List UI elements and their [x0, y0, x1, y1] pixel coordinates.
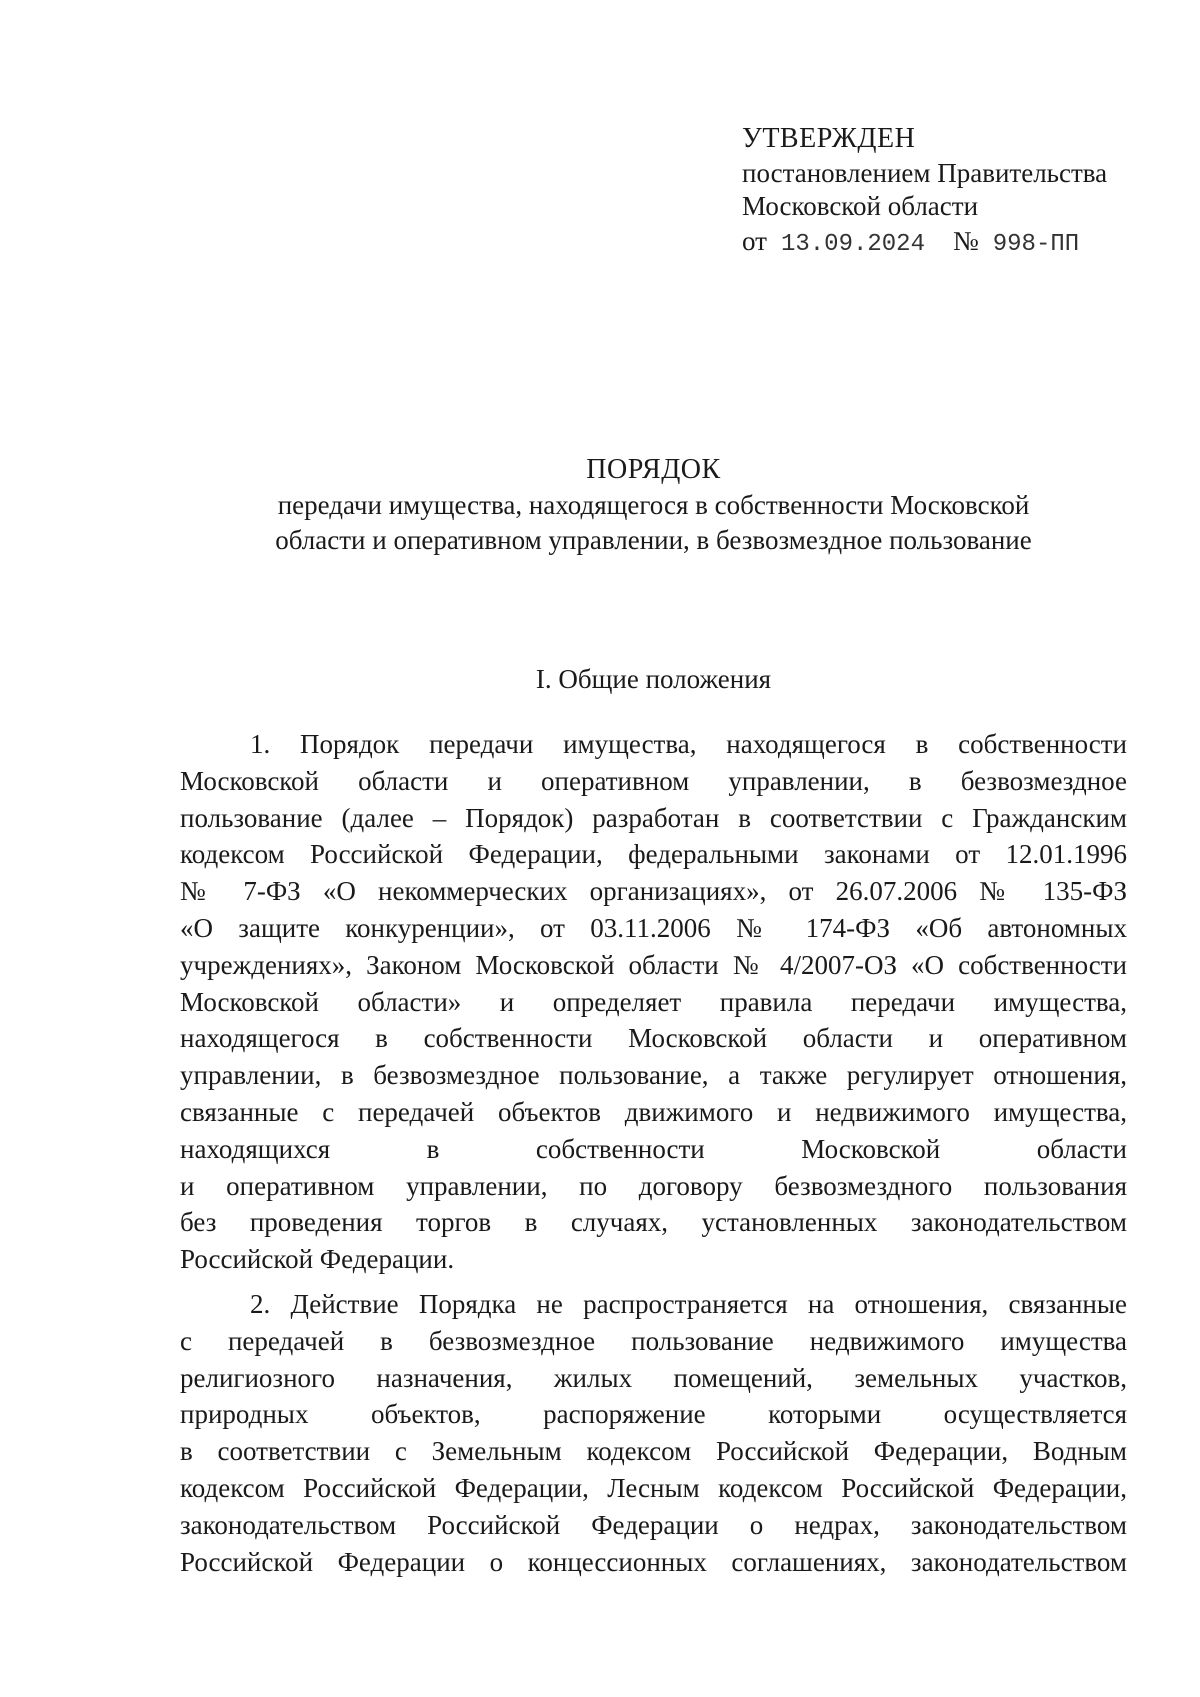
paragraph-line: в соответствии с Земельным кодексом Российской Федерации, Водным [180, 1436, 1127, 1467]
number-prefix: № [952, 226, 979, 256]
approval-title: УТВЕРЖДЕН [742, 123, 916, 154]
paragraph-2 [180, 1286, 1127, 1580]
paragraph-line: пользование (далее – Порядок) разработан в соответствии с Гражданским [180, 802, 1127, 833]
document-subtitle-line-1: передачи имущества, находящегося в собственности Московской [277, 490, 1030, 520]
paragraph-line: законодательством Российской Федерации о недрах, законодательством [180, 1509, 1127, 1540]
paragraph-line: и оперативном управлении, по договору безвозмездного пользования [180, 1170, 1127, 1201]
paragraph-line: кодексом Российской Федерации, федеральными законами от 12.01.1996 [180, 839, 1127, 870]
paragraph-line: № 7-ФЗ «О некоммерческих организациях», от 26.07.2006 № 135-ФЗ [180, 876, 1127, 907]
approval-date-number [742, 225, 1172, 261]
paragraph-line: связанные с передачей объектов движимого и недвижимого имущества, [180, 1096, 1127, 1127]
approval-line-1: постановлением Правительства [742, 158, 1108, 188]
paragraph-line: находящегося в собственности Московской области и оперативном [180, 1023, 1127, 1054]
paragraph-line: учреждениях», Законом Московской области № 4/2007-ОЗ «О собственности [180, 949, 1127, 980]
approval-line-2: Московской области [742, 191, 979, 221]
paragraph-line: 2. Действие Порядка не распространяется на отношения, связанные [250, 1288, 1127, 1319]
paragraph-line: «О защите конкуренции», от 03.11.2006 № 174-ФЗ «Об автономных [180, 912, 1127, 943]
paragraph-line: находящихся в собственности Московской области [180, 1133, 1127, 1164]
document-body [180, 726, 1127, 1588]
paragraph-line: с передачей в безвозмездное пользование недвижимого имущества [180, 1325, 1127, 1356]
paragraph-line: управлении, в безвозмездное пользование, а также регулирует отношения, [180, 1060, 1127, 1091]
approval-date: 13.09.2024 [780, 231, 925, 258]
paragraph-line: Московской области и оперативном управлении, в безвозмездное [180, 765, 1127, 796]
paragraph-line: Российской Федерации о концессионных соглашениях, законодательством [180, 1546, 1127, 1577]
document-subtitle-line-2: области и оперативном управлении, в безвозмездное пользование [275, 525, 1032, 555]
date-prefix: от [742, 226, 767, 256]
document-title: ПОРЯДОК [586, 454, 721, 485]
paragraph-line: кодексом Российской Федерации, Лесным кодексом Российской Федерации, [180, 1472, 1127, 1503]
paragraph-line: без проведения торгов в случаях, установленных законодательством [180, 1207, 1127, 1238]
paragraph-line: 1. Порядок передачи имущества, находящегося в собственности [250, 729, 1127, 759]
document-heading [180, 452, 1127, 558]
paragraph-line: религиозного назначения, жилых помещений, земельных участков, [180, 1362, 1127, 1393]
approval-number: 998-ПП [992, 231, 1080, 258]
section-title: I. Общие положения [535, 664, 772, 694]
paragraph-line: Московской области» и определяет правила передачи имущества, [180, 986, 1127, 1017]
paragraph-line: Российской Федерации. [180, 1244, 455, 1275]
approval-stamp [742, 122, 1172, 261]
paragraph-line: природных объектов, распоряжение которыми осуществляется [180, 1399, 1127, 1430]
paragraph-1 [180, 726, 1127, 1278]
